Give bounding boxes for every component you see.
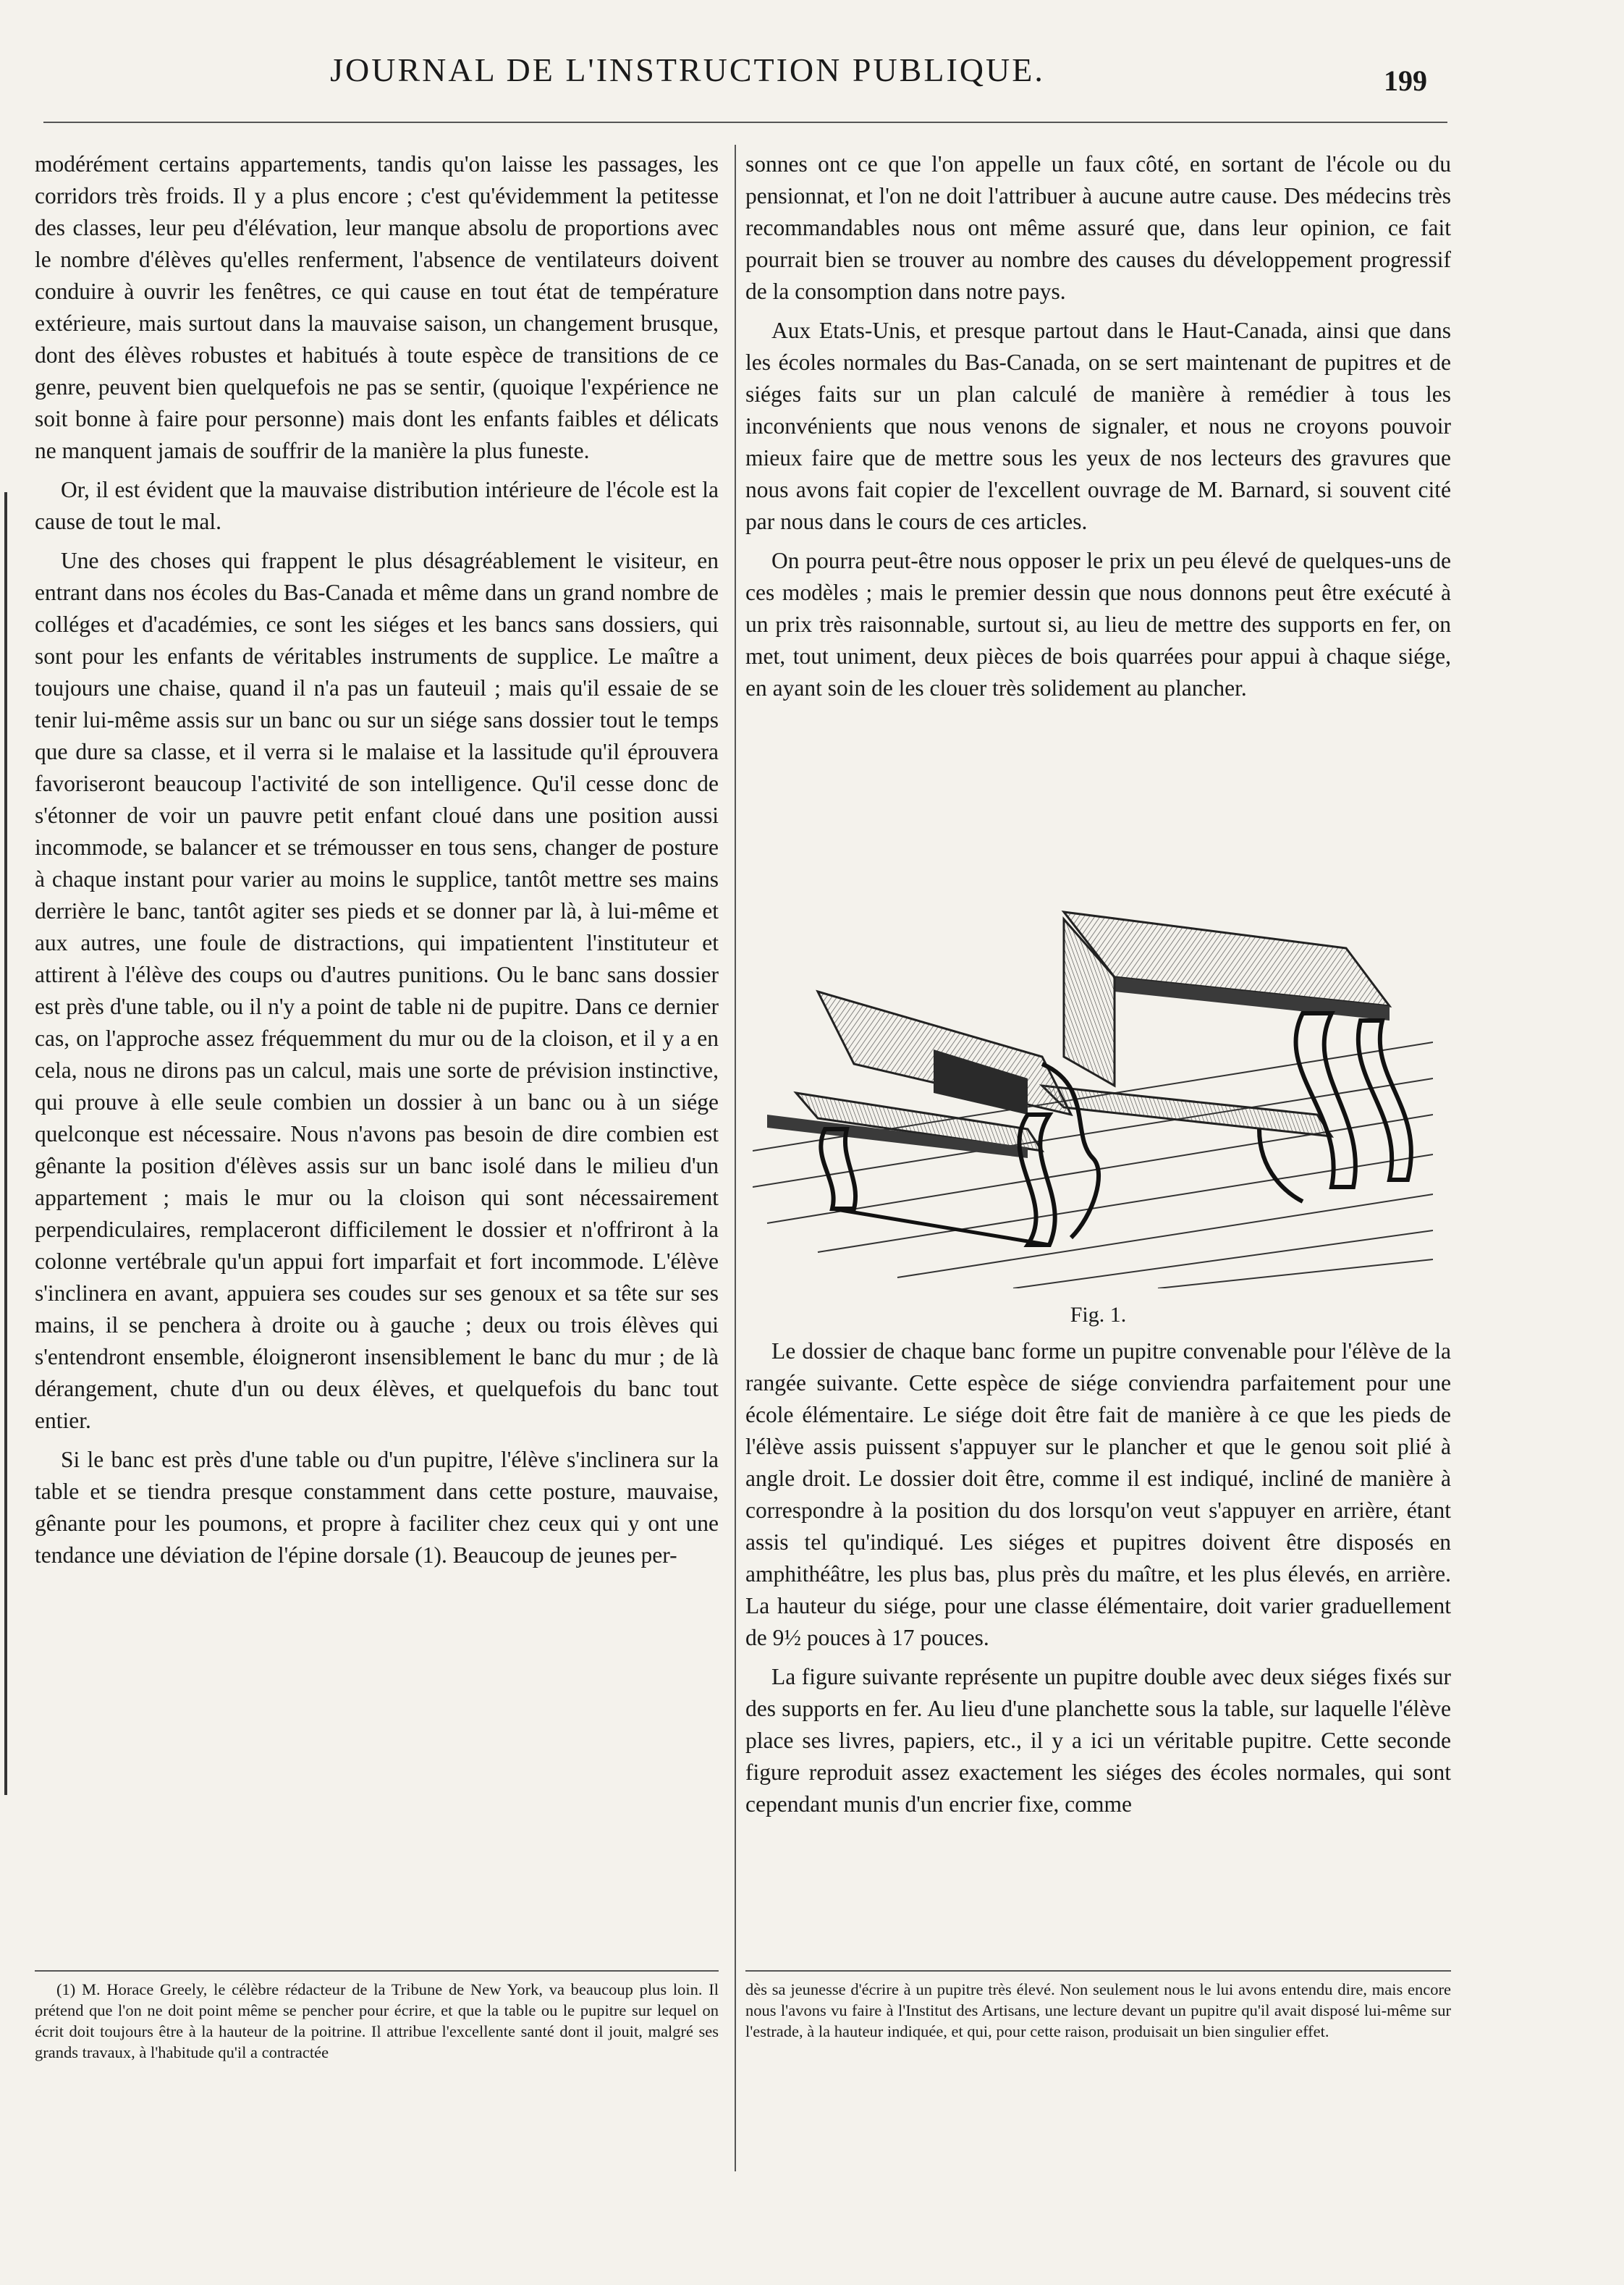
right-column-bottom	[745, 1335, 1451, 1828]
paragraph: Or, il est évident que la mauvaise distribution intérieure de l'école est la cause de tout le mal.	[35, 477, 719, 534]
header-rule	[43, 122, 1447, 123]
footnote-right	[745, 1979, 1451, 2042]
front-desk	[767, 992, 1099, 1245]
paragraph: Aux Etats-Unis, et presque partout dans le Haut-Canada, ainsi que dans les écoles normales du Bas-Canada, on se sert maintenant de pupitres et de siéges faits sur un plan calculé de manière à remédier à tous les inconvénients que nous venons de signaler, et nous ne croyons pouvoir mieux faire que de mettre sous les yeux de nos lecteurs des gravures que nous avons fait copier de l'excellent ouvrage de M. Barnard, si souvent cité par nous dans le cours de ces articles.	[745, 318, 1451, 534]
running-title: JOURNAL DE L'INSTRUCTION PUBLIQUE.	[330, 51, 1045, 88]
left-column	[35, 148, 719, 1579]
footnote-rule-left	[35, 1970, 719, 1972]
footnote-left	[35, 1979, 719, 2063]
paragraph: On pourra peut-être nous opposer le prix un peu élevé de quelques-uns de ces modèles ; mais le premier dessin que nous donnons peut être exécuté à un prix très raisonnable, surtout si, au lieu de mettre des supports en fer, on met, tout uniment, deux pièces de bois quarrées pour appui à chaque siége, en ayant soin de les clouer très solidement au plancher.	[745, 548, 1451, 701]
footnote-rule-right	[745, 1970, 1451, 1972]
paragraph: sonnes ont ce que l'on appelle un faux côté, en sortant de l'école ou du pensionnat, et l'on ne doit l'attribuer à aucune autre cause. Des médecins très recommandables nous ont même assuré que, dans leur opinion, ce fait pourrait bien se trouver au nombre des causes du développement progressif de la consomption dans notre pays.	[745, 151, 1451, 304]
figure-caption: Fig. 1.	[1070, 1303, 1127, 1327]
footnote-text: dès sa jeunesse d'écrire à un pupitre très élevé. Non seulement nous le lui avons entendu dire, mais encore nous l'avons vu faire à l'Institut des Artisans, une lecture devant un pupitre qu'il avait disposé lui-même sur l'estrade, à la hauteur indiquée, et qui, pour cette raison, produisait un bien singulier effet.	[745, 1980, 1451, 2040]
footnote-text: (1) M. Horace Greely, le célèbre rédacteur de la Tribune de New York, va beaucoup plus loin. Il prétend que l'on ne doit point même se pencher pour écrire, et que la table ou le pupitre sur lequel on écrit doit toujours être à la hauteur de la poitrine. Il attribue l'excellente santé dont il jouit, malgré ses grands travaux, à l'habitude qu'il a contractée	[35, 1980, 719, 2061]
page-number: 199	[1384, 64, 1427, 97]
right-column-top	[745, 148, 1451, 711]
column-divider	[735, 145, 736, 2171]
paragraph: Le dossier de chaque banc forme un pupitre convenable pour l'élève de la rangée suivante. Cette espèce de siége conviendra parfaitement pour une école élémentaire. Le siége doit être fait de manière à ce que les pieds de l'élève assis puissent s'appuyer sur le plancher et que le genou soit plié à angle droit. Le dossier doit être, comme il est indiqué, incliné de manière à correspondre à la position du dos lorsqu'on veut s'appuyer en arrière, étant assis tel qu'indiqué. Les siéges et pupitres doivent être disposés en amphithéâtre, les plus bas, plus près du maître, et les plus élevés, en arrière. La hauteur du siége, pour une classe élémentaire, doit varier graduellement de 9½ pouces à 17 pouces.	[745, 1338, 1451, 1650]
paragraph: La figure suivante représente un pupitre double avec deux siéges fixés sur des supports en fer. Au lieu d'une planchette sous la table, sur laquelle l'élève place ses livres, papiers, etc., il y a ici un véritable pupitre. Cette seconde figure reproduit assez exactement les siéges des écoles normales, qui sont cependant munis d'un encrier fixe, comme	[745, 1664, 1451, 1817]
margin-mark	[4, 492, 7, 1795]
rear-desk	[1042, 912, 1411, 1201]
desk-engraving-svg	[753, 897, 1433, 1288]
paragraph: Si le banc est près d'une table ou d'un pupitre, l'élève s'inclinera sur la table et se tiendra presque constamment dans cette posture, mauvaise, gênante pour les poumons, et propre à faciliter chez ceux qui y ont une tendance une déviation de l'épine dorsale (1). Beaucoup de jeunes per-	[35, 1447, 719, 1568]
paragraph: Une des choses qui frappent le plus désagréablement le visiteur, en entrant dans nos écoles du Bas-Canada et même dans un grand nombre de colléges et d'académies, ce sont les siéges et les bancs sans dossiers, qui sont pour les enfants de véritables instruments de supplice. Le maître a toujours une chaise, quand il n'a pas un fauteuil ; mais qu'il essaie de se tenir lui-même assis sur un banc ou sur un siége sans dossier tout le temps que dure sa classe, et il verra si le malaise et la lassitude qu'il éprouvera favoriseront beaucoup l'activité de son intelligence. Qu'il cesse donc de s'étonner de voir un pauvre petit enfant cloué dans une position aussi incommode, se balancer et se trémousser en tous sens, changer de posture à chaque instant pour varier au moins le supplice, tantôt mettre ses mains derrière le banc, tantôt agiter ses pieds et se donner par là, à lui-même et aux autres, une foule de distractions, qui impatientent l'instituteur et attirent à l'élève des coups ou d'autres punitions. Ou le banc sans dossier est près d'une table, ou il n'y a point de table ni de pupitre. Dans ce dernier cas, on l'approche assez fréquemment du mur ou de la cloison, et il y a en cela, nous ne dirons pas un calcul, mais une sorte de prévision instinctive, qui prouve à elle seule combien un dossier à un banc ou à un siége quelconque est nécessaire. Nous n'avons pas besoin de dire combien est gênante la position d'élèves assis sur un banc isolé dans le milieu d'un appartement ; mais le mur ou la cloison qui sont nécessairement perpendiculaires, remplaceront difficilement le dossier et n'offriront à la colonne vertébrale qu'un appui fort imparfait et fort incommode. L'élève s'inclinera en avant, appuiera ses coudes sur ses genoux et sa tête sur ses mains, il se penchera à droite ou à gauche ; deux ou trois élèves qui s'entendront ensemble, éloigneront insensiblement le banc du mur ; de là dérangement, chute d'un ou deux élèves, et quelquefois du banc tout entier.	[35, 548, 719, 1433]
school-desk-illustration	[753, 897, 1433, 1288]
paragraph: modérément certains appartements, tandis qu'on laisse les passages, les corridors très froids. Il y a plus encore ; c'est qu'évidemment la petitesse des classes, leur peu d'élévation, leur manque absolu de proportions avec le nombre d'élèves qu'elles renferment, l'absence de ventilateurs doivent conduire à ouvrir les fenêtres, ce qui cause en tout état de température extérieure, mais surtout dans la mauvaise saison, un changement brusque, dont des élèves robustes et habitués à toute espèce de transitions de ce genre, peuvent bien quelquefois ne pas se sentir, (quoique l'expérience ne soit bonne à faire pour personne) mais dont les enfants faibles et délicats ne manquent jamais de souffrir de la manière la plus funeste.	[35, 151, 719, 463]
